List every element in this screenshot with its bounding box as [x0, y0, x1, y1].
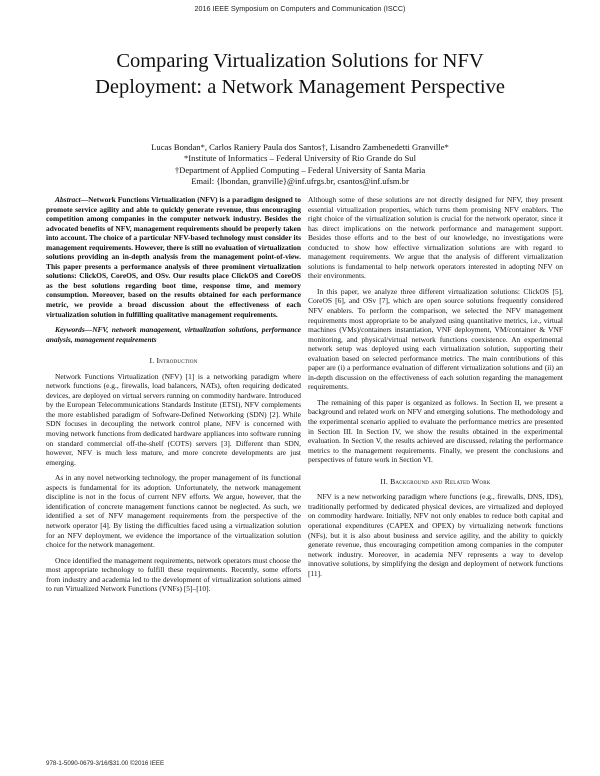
abstract-label: Abstract — [55, 195, 81, 204]
title-line-2: Deployment: a Network Management Perspective — [95, 76, 505, 98]
intro-paragraph-1: Network Functions Virtualization (NFV) [1] is a networking paradigm where network functions (e.g., firewalls, load balancers, NATs), often requiring dedicated devices, are deployed on virtual servers running on commodity hardware. Introduced by the European Telecommunications Standards Institute (ETSI), NFV complements the more established paradigm of Software-Defined Networking (SDN) [2]. While SDN focuses in decoupling the network control plane, NFV is concerned with moving network functions from dedicated hardware appliances into software running on standard commercial off-the-shelf (COTS) servers [3]. Different than SDN, however, NFV is much less mature, and more concrete developments are just emerging. — [46, 371, 301, 467]
author-block — [40, 142, 560, 187]
affiliation-1: *Institute of Informatics – Federal University of Rio Grande do Sul — [184, 153, 416, 164]
right-column — [308, 195, 563, 578]
author-names: Lucas Bondan*, Carlos Raniery Paula dos Santos†, Lisandro Zambenedetti Granville* — [151, 142, 449, 152]
affiliation-2: †Department of Applied Computing – Federal University of Santa Maria — [174, 164, 426, 175]
title-line-1: Comparing Virtualization Solutions for NFV — [116, 50, 484, 72]
intro-paragraph-5: In this paper, we analyze three different virtualization solutions: ClickOS [5], CoreOS [6], and OSv [7], which are open source solutions frequently considered NFV enablers. To perform the comparison, we selected the NFV management requirements most appropriate to be analyzed using quantitative metrics, i.e., virtual machines (VMs)/containers instantiation, VNF deployment, VM/container & VNF monitoring, and physical/virtual network functions coexistence. An experimental network setup was deployed using each virtualization solution, supporting their evaluation based on selected performance metrics. The main contributions of this paper are (i) a performance evaluation of different virtualization solutions and (ii) an in-depth discussion on the effectiveness of each solution regarding the management requirements. — [308, 286, 563, 392]
section-heading-background: II. Background and Related Work — [380, 476, 491, 486]
paper-title — [40, 48, 560, 100]
author-emails: Email: {lbondan, granville}@inf.ufrgs.br, csantos@inf.ufsm.br — [191, 175, 409, 186]
keywords: Keywords—NFV, network management, virtualization solutions, performance analysis, management requirements — [46, 325, 301, 344]
intro-paragraph-3: Once identified the management requirements, network operators must choose the most appropriate technology to fulfill these requirements. Recently, some efforts from industry and academia led to the development of virtualization solutions aimed to run Virtualized Network Functions (VNFs) [5]–[10]. — [46, 555, 301, 594]
left-column — [46, 195, 301, 594]
conference-header: 2016 IEEE Symposium on Computers and Communication (ISCC) — [194, 4, 406, 13]
intro-paragraph-2: As in any novel networking technology, the proper management of its functional aspects is fundamental for its adoption. Unfortunately, the network management discipline is not in the focus of current NFV efforts. We argue, however, that the identification of concrete management functions cannot be neglected. As such, we identified a set of NFV management requirements from the perspective of the network operator [4]. By listing the difficulties faced using a virtualization solution for an NFV deployment, we evidence the importance of the virtualization solution choice for the network management. — [46, 473, 301, 550]
copyright-footer: 978-1-5090-0679-3/16/$31.00 ©2016 IEEE — [46, 760, 165, 767]
intro-paragraph-4: Although some of these solutions are not directly designed for NFV, they present essential virtualization properties, which turns them promising NFV enablers. The right choice of the virtualization solution is crucial for the network operator, since it has direct implications on the network performance and management support. Besides those efforts and to the best of our knowledge, no investigations were conducted to show how effective virtualization solutions are with regard to management requirements. We argue that the analysis of different virtualization solutions is fundamental to help network operators interested in adopting NFV on their environments. — [308, 195, 563, 281]
intro-paragraph-6: The remaining of this paper is organized as follows. In Section II, we present a background and related work on NFV and emerging solutions. The methodology and the experimental scenario applied to evaluate the performance metrics are presented in Section III. In Section IV, we show the results obtained in the experimental evaluation. In Section V, the results achieved are discussed, relating the performance metrics to the management requirements. Finally, we present the conclusions and perspectives of future work in Section VI. — [308, 397, 563, 465]
section-heading-introduction: I. Introduction — [149, 356, 198, 366]
abstract-text: —Network Functions Virtualization (NFV) is a paradigm designed to promote service agility and able to quickly generate revenue, thus encouraging competition among companies in the computer network industry. Besides the advocated benefits of NFV, management requirements should be properly taken into account. The choice of a particular NFV-based technology must consider its management requirements. However, there is still no evaluation of virtualization solutions providing an in-depth analysis from the management point-of-view. This paper presents a performance analysis of three prominent virtualization solutions: ClickOS, CoreOS, and OSv. Our results place ClickOS and CoreOS as the best solutions regarding boot time, response time, and memory consumption. Moreover, based on the results obtained for each performance metric, we provide a broad discussion about the effectiveness of each virtualization solution in fulfilling qualitative management requirements. — [46, 195, 301, 319]
abstract — [46, 195, 301, 319]
background-paragraph-1: NFV is a new networking paradigm where functions (e.g., firewalls, DNS, IDS), traditionally performed by dedicated physical devices, are virtualized and deployed on commodity hardware. Initially, NFV not only enables to reduce both capital and operational expenditures (CAPEX and OPEX) by virtualizing network functions (NFs), but it is also about business and service agility, and the ability to quickly generate revenue, thus encouraging competition among companies in the computer network industry. Moreover, in academia NFV represents a way to develop innovative solutions, by simplifying the design and deployment of network functions [11]. — [308, 492, 563, 578]
